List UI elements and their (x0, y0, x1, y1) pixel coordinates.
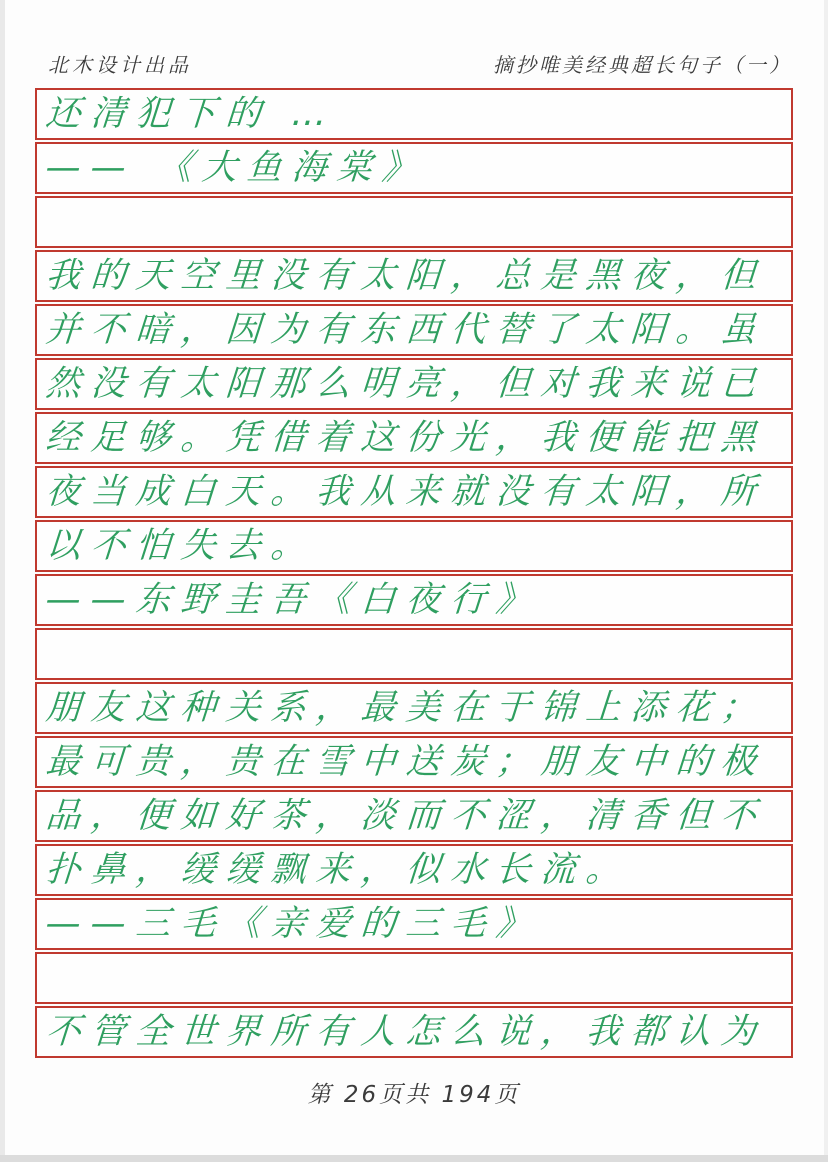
grid-row (35, 790, 793, 842)
handwriting-text: 夜当成白天。我从来就没有太阳，所 (44, 472, 768, 512)
handwriting-text: 以不怕失去。 (44, 526, 318, 566)
handwriting-text: 最可贵，贵在雪中送炭；朋友中的极 (44, 742, 768, 782)
handwriting-text: ——三毛《亲爱的三毛》 (44, 904, 543, 944)
grid-row-empty (35, 196, 793, 248)
grid-row (35, 520, 793, 572)
writing-grid (35, 88, 793, 1058)
handwriting-text: 扑鼻，缓缓飘来，似水长流。 (44, 850, 633, 890)
grid-row-empty (35, 952, 793, 1004)
grid-row-empty (35, 628, 793, 680)
scan-edge-right (824, 0, 828, 1162)
handwriting-text: 然没有太阳那么明亮，但对我来说已 (44, 364, 768, 404)
grid-row (35, 250, 793, 302)
grid-row (35, 844, 793, 896)
handwriting-text: 朋友这种关系，最美在于锦上添花； (44, 688, 768, 728)
page-title: 摘抄唯美经典超长句子（一） (493, 52, 792, 77)
grid-row (35, 88, 793, 140)
grid-row (35, 358, 793, 410)
handwriting-text: 并不暗，因为有东西代替了太阳。虽 (44, 310, 768, 350)
scan-edge-bottom (0, 1155, 828, 1162)
handwriting-text: 我的天空里没有太阳，总是黑夜，但 (44, 256, 768, 296)
grid-row (35, 736, 793, 788)
handwriting-text: ——东野圭吾《白夜行》 (44, 580, 543, 620)
handwriting-text: 还清犯下的 … (44, 94, 339, 134)
page-number: 第 26页共 194页 (307, 1082, 521, 1108)
grid-row (35, 412, 793, 464)
handwriting-text: 不管全世界所有人怎么说，我都认为 (44, 1012, 768, 1052)
handwriting-text: 品，便如好茶，淡而不涩，清香但不 (44, 796, 768, 836)
grid-row (35, 466, 793, 518)
handwriting-text: —— 《大鱼海棠》 (44, 148, 429, 188)
grid-row (35, 304, 793, 356)
grid-row (35, 682, 793, 734)
scan-edge-left (0, 0, 5, 1162)
grid-row (35, 142, 793, 194)
grid-row (35, 1006, 793, 1058)
page-header (48, 46, 792, 80)
handwriting-text: 经足够。凭借着这份光，我便能把黑 (44, 418, 768, 458)
grid-row (35, 898, 793, 950)
page-footer (0, 1076, 828, 1109)
grid-row (35, 574, 793, 626)
publisher-label: 北木设计出品 (48, 52, 192, 77)
